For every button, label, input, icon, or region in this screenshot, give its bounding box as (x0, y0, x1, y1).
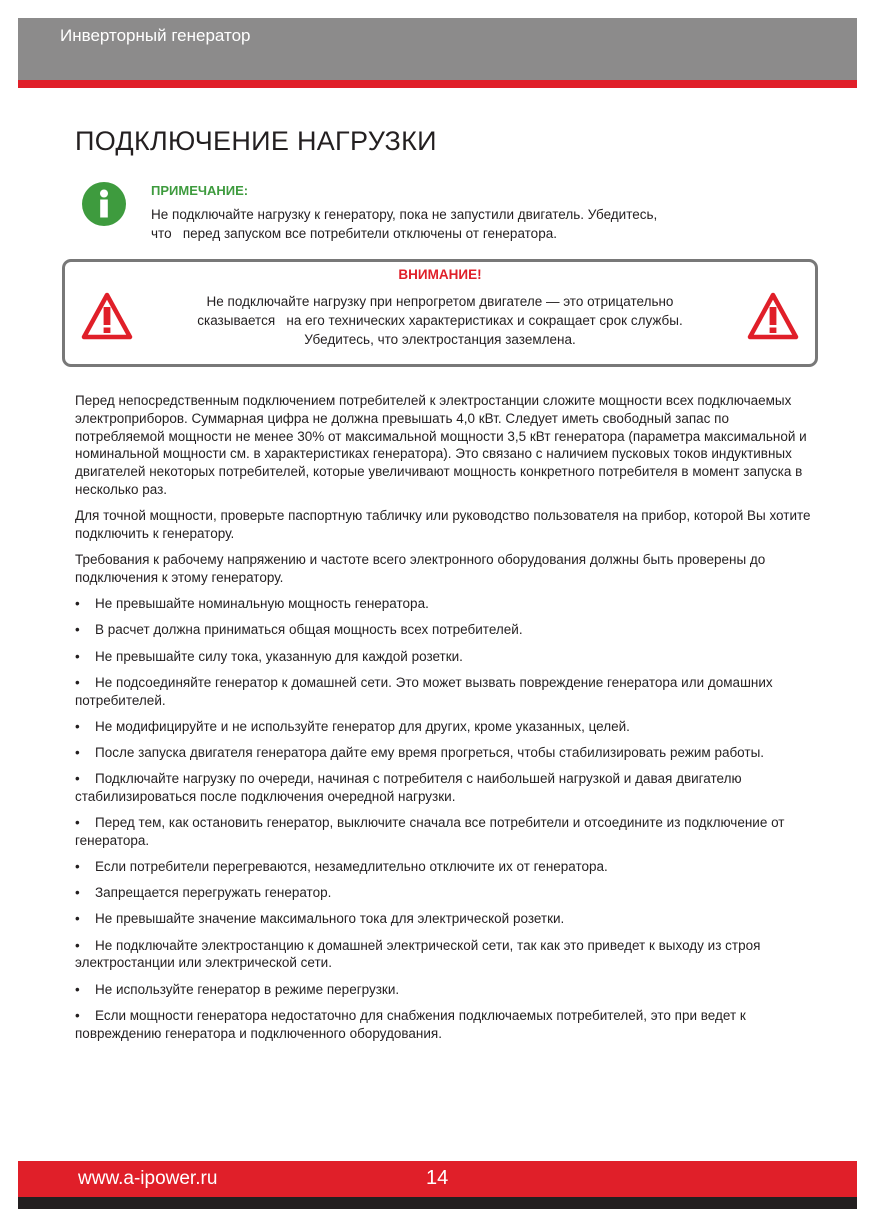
list-item-text: Не превышайте номинальную мощность генератора. (95, 596, 429, 612)
list-item: • Подключайте нагрузку по очереди, начиная с потребителя с наибольшей нагрузкой и давая двигателю стабилизироваться после подключения очередной нагрузки. (75, 771, 742, 804)
list-item: • Не превышайте значение максимального тока для электрической розетки. (75, 911, 565, 927)
list-item-text: Подключайте нагрузку по очереди, начиная с потребителя с наибольшей нагрузкой и давая двигателю стабилизироваться после подключения очередной нагрузки. (75, 771, 742, 804)
paragraph: Требования к рабочему напряжению и частоте всего электронного оборудования должны быть проверены до подключения к этому генератору. (75, 552, 766, 585)
list-item: • Если потребители перегреваются, незамедлительно отключите их от генератора. (75, 859, 608, 875)
list-item: • Запрещается перегружать генератор. (75, 885, 332, 901)
paragraph: Перед непосредственным подключением потребителей к электростанции сложите мощности всех подключаемых электроприборов. Суммарная цифра не должна превышать 4,0 кВт. Следует иметь свободный запас по потребляемой мощности не менее 30% от максимальной мощности 3,5 кВт генератора (параметра максимальной и номинальной мощности см. в характеристиках генератора). Это связано с наличием пусковых токов индуктивных двигателей некоторых потребителей, которые увеличивают мощность конкретного потребителя в момент запуска в несколько раз. (75, 393, 807, 497)
warning-triangle-icon (747, 292, 799, 340)
footer-dark-stripe (18, 1197, 857, 1209)
note-text-line: что перед запуском все потребители отключены от генератора. (151, 226, 557, 241)
footer-url[interactable]: www.a-ipower.ru (78, 1168, 218, 1189)
header-accent-stripe (18, 80, 857, 88)
list-item-text: Перед тем, как остановить генератор, выключите сначала все потребители и отсоедините из подключение от генератора. (75, 815, 785, 848)
list-item-text: Не используйте генератор в режиме перегрузки. (95, 981, 400, 997)
list-item: • В расчет должна приниматься общая мощность всех потребителей. (75, 622, 523, 638)
warning-triangle-icon (81, 292, 133, 340)
warning-text-line: Убедитесь, что электростанция заземлена. (304, 332, 576, 347)
header-title: Инверторный генератор (60, 26, 251, 45)
list-item: • Не превышайте силу тока, указанную для каждой розетки. (75, 648, 463, 664)
warning-text-line: сказывается на его технических характеристиках и сокращает срок службы. (197, 313, 683, 328)
list-item: • Если мощности генератора недостаточно для снабжения подключаемых потребителей, это при ведет к повреждению генератора и подключенного оборудования. (75, 1007, 746, 1041)
list-item-text: Не превышайте значение максимального тока для электрической розетки. (95, 911, 565, 927)
list-item: • Не подсоединяйте генератор к домашней сети. Это может вызвать повреждение генератора или домашних потребителей. (75, 674, 773, 708)
warning-box (62, 259, 818, 367)
page-title: ПОДКЛЮЧЕНИЕ НАГРУЗКИ (75, 126, 437, 156)
warning-text (155, 292, 725, 349)
list-item: • Не превышайте номинальную мощность генератора. (75, 596, 429, 612)
main-content (75, 392, 815, 1051)
page-number: 14 (426, 1167, 449, 1189)
list-item-text: Запрещается перегружать генератор. (95, 885, 332, 901)
warning-title: ВНИМАНИЕ! (398, 267, 482, 282)
warning-text-line: Не подключайте нагрузку при непрогретом двигателе — это отрицательно (206, 294, 674, 309)
info-icon (82, 182, 126, 226)
footer-bar (18, 1161, 857, 1197)
list-item-text: Не превышайте силу тока, указанную для каждой розетки. (95, 648, 463, 664)
list-item: • После запуска двигателя генератора дайте ему время прогреться, чтобы стабилизировать режим работы. (75, 744, 765, 760)
list-item-text: Не модифицируйте и не используйте генератор для других, кроме указанных, целей. (95, 718, 630, 734)
note-label: ПРИМЕЧАНИЕ: (151, 183, 249, 198)
list-item: • Не подключайте электростанцию к домашней электрической сети, так как это приведет к выходу из строя электростанции или электрической сети. (75, 937, 761, 971)
paragraph: Для точной мощности, проверьте паспортную табличку или руководство пользователя на прибор, которой Вы хотите подключить к генератору. (75, 508, 811, 541)
list-item: • Не используйте генератор в режиме перегрузки. (75, 981, 400, 997)
list-item-text: Если потребители перегреваются, незамедлительно отключите их от генератора. (95, 859, 608, 875)
note-text (151, 205, 771, 243)
list-item: • Перед тем, как остановить генератор, выключите сначала все потребители и отсоедините из подключение от генератора. (75, 815, 785, 848)
list-item-text: В расчет должна приниматься общая мощность всех потребителей. (95, 622, 523, 638)
list-item-text: Не подключайте электростанцию к домашней электрической сети, так как это приведет к выходу из строя электростанции или электрической сети. (75, 937, 761, 971)
list-item-text: Не подсоединяйте генератор к домашней сети. Это может вызвать повреждение генератора или домашних потребителей. (75, 674, 773, 708)
list-item-text: Если мощности генератора недостаточно для снабжения подключаемых потребителей, это при ведет к повреждению генератора и подключенного оборудования. (75, 1007, 746, 1041)
list-item-text: После запуска двигателя генератора дайте ему время прогреться, чтобы стабилизировать режим работы. (95, 744, 765, 760)
note-text-line: Не подключайте нагрузку к генератору, пока не запустили двигатель. Убедитесь, (151, 207, 658, 222)
list-item: • Не модифицируйте и не используйте генератор для других, кроме указанных, целей. (75, 718, 630, 734)
